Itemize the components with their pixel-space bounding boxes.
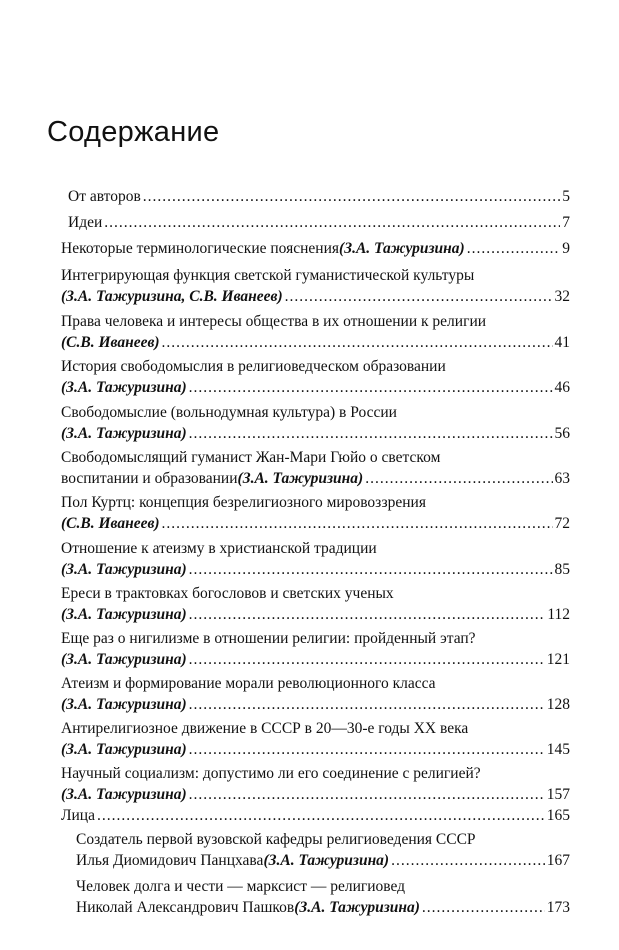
toc-entry-author: (З.А. Тажуризина) — [61, 425, 187, 442]
toc-entry-page: 157 — [546, 786, 570, 803]
toc-entry[interactable] — [61, 805, 570, 826]
toc-entry-page: 5 — [562, 188, 570, 205]
toc-entry-author: (З.А. Тажуризина) — [263, 852, 390, 869]
toc-entry-author: (З.А. Тажуризина) — [61, 741, 187, 758]
toc-entry[interactable] — [61, 238, 570, 259]
dot-leader — [189, 423, 553, 444]
toc-entry-author: (З.А. Тажуризина) — [237, 470, 364, 487]
toc-entry-author: (З.А. Тажуризина, С.В. Иванеев) — [61, 288, 283, 305]
toc-entry-title: Еще раз о нигилизме в отношении религии: пройденный этап? — [61, 630, 476, 647]
toc-entry-title: Антирелигиозное движение в СССР в 20—30-е годы XX века — [61, 720, 469, 737]
toc-entry[interactable] — [61, 763, 570, 805]
toc-entry-author: (З.А. Тажуризина) — [339, 240, 465, 257]
toc-entry[interactable] — [61, 492, 570, 534]
dot-leader — [162, 332, 553, 353]
toc-entry-title: Свободомыслящий гуманист Жан-Мари Гюйо о светском — [61, 449, 441, 466]
toc-entry-page: 41 — [554, 334, 570, 351]
toc-entry[interactable] — [61, 583, 570, 625]
toc-entry-page: 167 — [546, 852, 570, 869]
toc-entry-page: 46 — [554, 379, 570, 396]
toc-entry-title: От авторов — [68, 188, 141, 205]
dot-leader — [189, 604, 546, 625]
toc-entry-page: 7 — [562, 214, 570, 231]
toc-entry-author: (З.А. Тажуризина) — [61, 606, 187, 623]
toc-entry-author: (З.А. Тажуризина) — [61, 561, 187, 578]
toc-entry-author: (З.А. Тажуризина) — [61, 786, 187, 803]
toc-entry-page: 9 — [562, 240, 570, 257]
toc-entry-title: Свободомыслие (вольнодумная культура) в России — [61, 404, 397, 421]
toc-entry-page: 173 — [546, 899, 570, 916]
dot-leader — [391, 850, 545, 871]
toc-entry-page: 63 — [554, 470, 570, 487]
toc-entry[interactable] — [68, 212, 570, 233]
toc-entry[interactable] — [61, 447, 570, 489]
toc-entry[interactable] — [61, 356, 570, 398]
toc-entry-title: Пол Куртц: концепция безрелигиозного мировоззрения — [61, 494, 426, 511]
toc-entry-title: Интегрирующая функция светской гуманистической культуры — [61, 267, 475, 284]
toc-entry-page: 72 — [554, 515, 570, 532]
toc-entry-page: 32 — [554, 288, 570, 305]
toc-entry-author: (З.А. Тажуризина) — [61, 696, 187, 713]
toc-entry-title: Права человека и интересы общества в их отношении к религии — [61, 313, 487, 330]
dot-leader — [97, 805, 545, 826]
toc-entry[interactable] — [76, 829, 570, 871]
dot-leader — [189, 377, 553, 398]
toc-entry-title: Отношение к атеизму в христианской традиции — [61, 540, 377, 557]
toc-entry-title: Человек долга и чести — марксист — религиовед — [76, 878, 406, 895]
dot-leader — [143, 186, 560, 207]
dot-leader — [104, 212, 560, 233]
toc-entry-title: Николай Александрович Пашков — [76, 899, 295, 916]
toc-entry[interactable] — [61, 538, 570, 580]
toc-entry-author: (С.В. Иванеев) — [61, 334, 160, 351]
toc-entry-title: Лица — [61, 807, 95, 824]
toc-entry-title: Ереси в трактовках богословов и светских ученых — [61, 585, 394, 602]
toc-entry[interactable] — [61, 402, 570, 444]
toc-entry[interactable] — [61, 311, 570, 353]
toc-entry-author: (З.А. Тажуризина) — [61, 651, 187, 668]
toc-entry[interactable] — [68, 186, 570, 207]
toc-entry-author: (З.А. Тажуризина) — [61, 379, 187, 396]
toc-entry-title: Идеи — [68, 214, 103, 231]
toc-entry-title: Илья Диомидович Панцхава — [76, 852, 264, 869]
toc-entry[interactable] — [61, 718, 570, 760]
toc-entry-title: Научный социализм: допустимо ли его соединение с религией? — [61, 765, 481, 782]
dot-leader — [285, 286, 553, 307]
toc-entry-page: 145 — [546, 741, 570, 758]
toc-entry-page: 165 — [546, 807, 570, 824]
toc-entry-author: (С.В. Иванеев) — [61, 515, 160, 532]
toc-entry-title: История свободомыслия в религиоведческом образовании — [61, 358, 446, 375]
toc-entry-page: 56 — [554, 425, 570, 442]
toc-entry-page: 128 — [546, 696, 570, 713]
toc-entry-title: воспитании и образовании — [61, 470, 238, 487]
toc-entry-title: Некоторые терминологические пояснения — [61, 240, 340, 257]
toc-entry-title: Создатель первой вузовской кафедры религиоведения СССР — [76, 831, 476, 848]
dot-leader — [422, 897, 545, 918]
dot-leader — [467, 238, 561, 259]
toc-entry-page: 112 — [547, 606, 570, 623]
toc-entry-author: (З.А. Тажуризина) — [294, 899, 420, 916]
toc-entry-title: Атеизм и формирование морали революционного класса — [61, 675, 436, 692]
toc-entry[interactable] — [61, 628, 570, 670]
toc-entry[interactable] — [61, 673, 570, 715]
toc-entry[interactable] — [76, 876, 570, 918]
dot-leader — [189, 694, 545, 715]
dot-leader — [189, 559, 553, 580]
toc-entry[interactable] — [61, 265, 570, 307]
dot-leader — [365, 468, 552, 489]
dot-leader — [189, 649, 545, 670]
toc-entry-page: 85 — [554, 561, 570, 578]
toc-entry-page: 121 — [546, 651, 570, 668]
dot-leader — [162, 513, 553, 534]
dot-leader — [189, 784, 545, 805]
dot-leader — [189, 739, 545, 760]
page-title: Содержание — [47, 116, 220, 148]
